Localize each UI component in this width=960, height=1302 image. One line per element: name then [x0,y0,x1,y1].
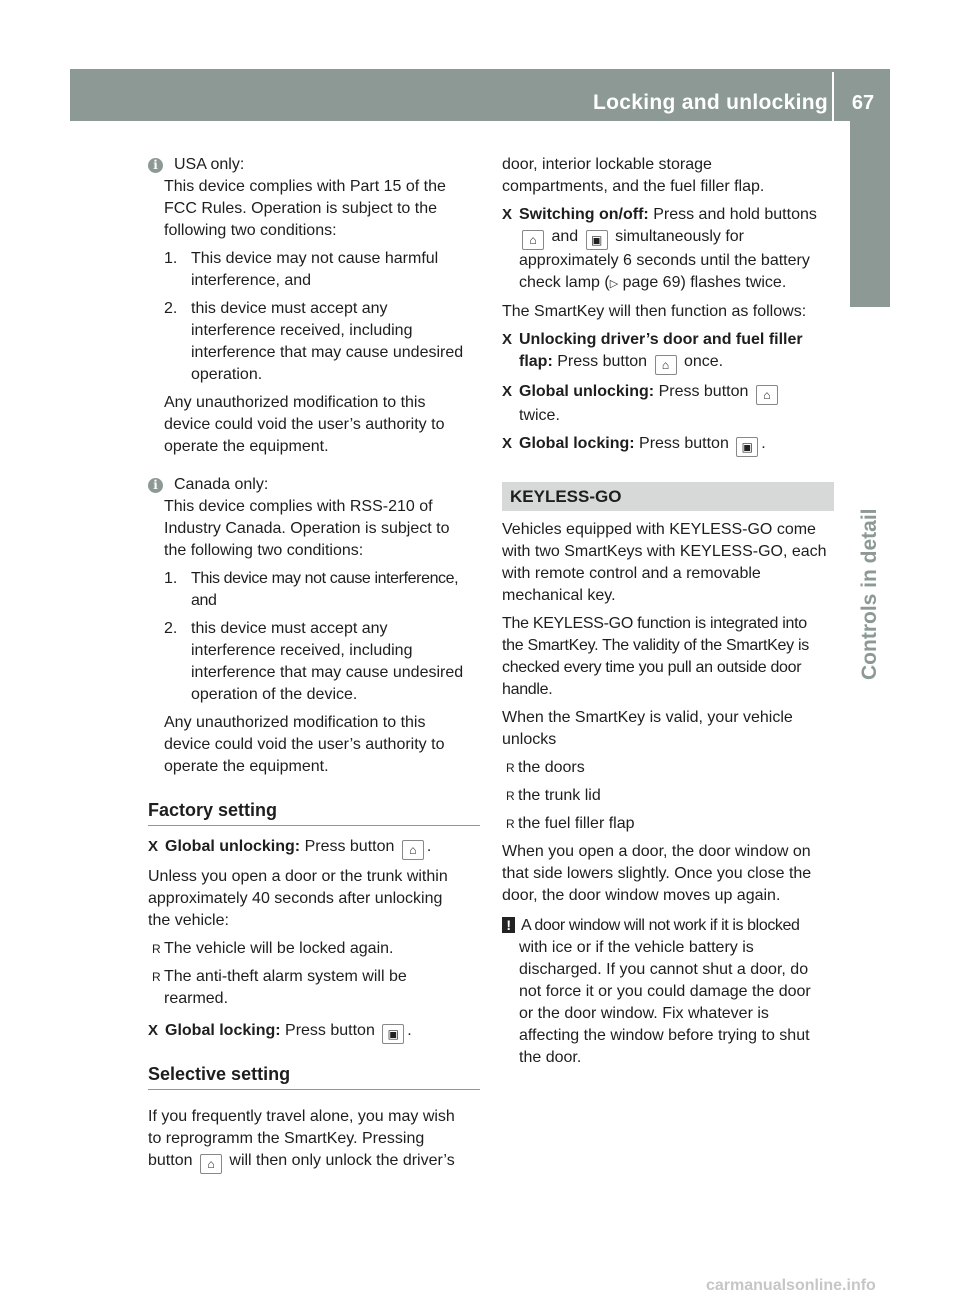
body-line: to reprogramm the SmartKey. Pressing [148,1130,425,1147]
watermark: carmanualsonline.info [706,1277,876,1294]
step-text: Press button [285,1022,375,1039]
body-line: that side lowers slightly. Once you close the [502,865,812,882]
info-icon: i [148,478,163,493]
bullet-text: the fuel filler flap [518,815,635,832]
body-line: Vehicles equipped with KEYLESS-GO come [502,521,816,538]
header-divider [832,72,834,121]
step-marker: X [502,206,513,223]
step-end: . [761,435,766,452]
step-marker: X [502,331,513,348]
step-end: . [426,838,432,855]
body-line: The SmartKey will then function as follows: [502,303,807,320]
usa-note [148,154,480,458]
unlock-button-icon: ⌂ [655,355,677,375]
body-line: unlocks [502,731,557,748]
item-line: this device must accept any [191,300,388,317]
body-line: with remote control and a removable [502,565,761,582]
step-text: Press and hold buttons [653,206,817,223]
body-line: door, interior lockable storage [502,156,712,173]
warning-line: or the door window. Fix whatever is [519,1005,769,1022]
note-line: operate the equipment. [164,758,329,775]
note-line: device could void the user’s authority to [164,416,445,433]
step-label: Global unlocking: [165,838,301,855]
item-line: interference, and [191,272,312,289]
bullet-text: The vehicle will be locked again. [164,940,394,957]
note-line: Industry Canada. Operation is subject to [164,520,450,537]
body-line: with two SmartKeys with KEYLESS-GO, each [502,543,827,560]
body-line: compartments, and the fuel filler flap. [502,178,765,195]
page-number: 67 [851,92,875,114]
step [502,433,834,457]
step [148,836,480,860]
item-line: operation of the device. [191,686,358,703]
body-line: will then only unlock the driver’s [229,1152,455,1169]
step-label: Unlocking driver’s door and fuel filler [519,331,803,348]
bullet-text: rearmed. [164,990,229,1007]
note-line: This device complies with RSS-210 of [164,498,433,515]
step [502,204,834,295]
step-marker: X [502,383,513,400]
body-line: When the SmartKey is valid, your vehicle [502,709,793,726]
note-line: This device complies with Part 15 of the [164,178,446,195]
step-label: Switching on/off: [519,206,649,223]
lock-button-icon: ▣ [382,1024,404,1044]
item-line: This device may not cause harmful [191,250,439,267]
step-text: check lamp ( [519,274,610,291]
unlock-button-icon: ⌂ [756,385,778,405]
step-marker: X [502,435,513,452]
step-end: twice. [519,407,560,424]
note-line: the following two conditions: [164,542,364,559]
list-item [148,938,480,960]
bullet-marker: R [506,817,515,831]
note-line: following two conditions: [164,222,337,239]
warning-line: affecting the window before trying to shut [519,1027,810,1044]
body-line: approximately 40 seconds after unlocking [148,890,443,907]
body-line: mechanical key. [502,587,616,604]
item-line: interference that may cause undesired [191,664,464,681]
bullet-text: The anti-theft alarm system will be [164,968,407,985]
step-marker: X [148,838,159,855]
section-heading: Selective setting [148,1062,480,1090]
step-text: approximately 6 seconds until the battery [519,252,810,269]
step-text: Press button [658,383,749,400]
list-item [164,568,496,612]
step-end: once. [683,353,724,370]
step-label: Global locking: [165,1022,281,1039]
bullet-marker: R [506,761,515,775]
step-text: and [551,228,579,245]
step-text: simultaneously for [615,228,745,245]
body-line: button [148,1152,193,1169]
section-heading: KEYLESS-GO [502,482,834,511]
section-heading: Factory setting [148,798,480,826]
item-line: This device may not cause interference, [191,570,459,587]
step-text: Press button [639,435,729,452]
body-line: When you open a door, the door window on [502,843,811,860]
page-reference[interactable]: page 69) flashes twice. [622,274,787,291]
body-line: handle. [502,681,553,698]
list-item [502,757,834,779]
step-marker: X [148,1022,159,1039]
factory-section [148,798,480,1044]
note-line: operate the equipment. [164,438,329,455]
item-line: interference received, including [191,322,413,339]
warning-line: with ice or if the vehicle battery is [519,939,754,956]
selective-section [148,1062,480,1174]
item-line: and [191,592,217,609]
note-head: Canada only: [174,476,269,493]
warning-line: not force it or you could damage the door [519,983,811,1000]
body-line: door, the door window moves up again. [502,887,781,904]
item-number: 2. [164,300,178,317]
body-line: the SmartKey. The validity of the SmartKey is [502,637,809,654]
step-label: flap: [519,353,553,370]
warning-line: A door window will not work if it is blocked [521,917,800,934]
page-ref-arrow-icon: ▷ [609,278,619,290]
body-line: Unless you open a door or the trunk within [148,868,448,885]
note-line: Any unauthorized modification to this [164,394,426,411]
step [148,1020,480,1044]
step-text: Press button [304,838,395,855]
unlock-button-icon: ⌂ [402,840,424,860]
bullet-marker: R [506,789,515,803]
body-line: checked every time you pull an outside door [502,659,802,676]
step [502,381,834,427]
note-line: FCC Rules. Operation is subject to the [164,200,438,217]
side-label-text: Controls in detail [858,508,881,680]
list-item [148,966,480,1010]
step-label: Global unlocking: [519,383,655,400]
step-label: Global locking: [519,435,635,452]
unlock-button-icon: ⌂ [522,230,544,250]
step-text: Press button [557,353,648,370]
item-line: interference received, including [191,642,413,659]
unlock-button-icon: ⌂ [200,1154,222,1174]
canada-note [148,474,480,778]
step [502,329,834,375]
note-head: USA only: [174,156,245,173]
info-icon: i [148,158,163,173]
bullet-text: the trunk lid [518,787,601,804]
warning-icon: ! [502,917,515,933]
item-line: this device must accept any [191,620,388,637]
item-number: 2. [164,620,178,637]
page-title: Locking and unlocking [593,91,828,114]
item-line: operation. [191,366,263,383]
body-line: If you frequently travel alone, you may wish [148,1108,455,1125]
item-number: 1. [164,570,178,587]
lock-button-icon: ▣ [586,230,608,250]
keyless-section [502,482,834,1069]
lock-button-icon: ▣ [736,437,758,457]
note-line: Any unauthorized modification to this [164,714,426,731]
warning-note [502,915,834,1069]
item-number: 1. [164,250,178,267]
bullet-marker: R [152,970,161,984]
note-line: device could void the user’s authority to [164,736,445,753]
list-item [502,785,834,807]
body-line: The KEYLESS-GO function is integrated into [502,615,807,632]
warning-line: the door. [519,1049,582,1066]
bullet-text: the doors [518,759,585,776]
list-item [164,248,496,292]
list-item [502,813,834,835]
bullet-marker: R [152,942,161,956]
item-line: interference that may cause undesired [191,344,464,361]
warning-line: discharged. If you cannot shut a door, do [519,961,809,978]
body-line: the vehicle: [148,912,229,929]
side-tab [850,121,890,307]
list-item [164,298,496,386]
list-item [164,618,496,706]
step-end: . [407,1022,412,1039]
